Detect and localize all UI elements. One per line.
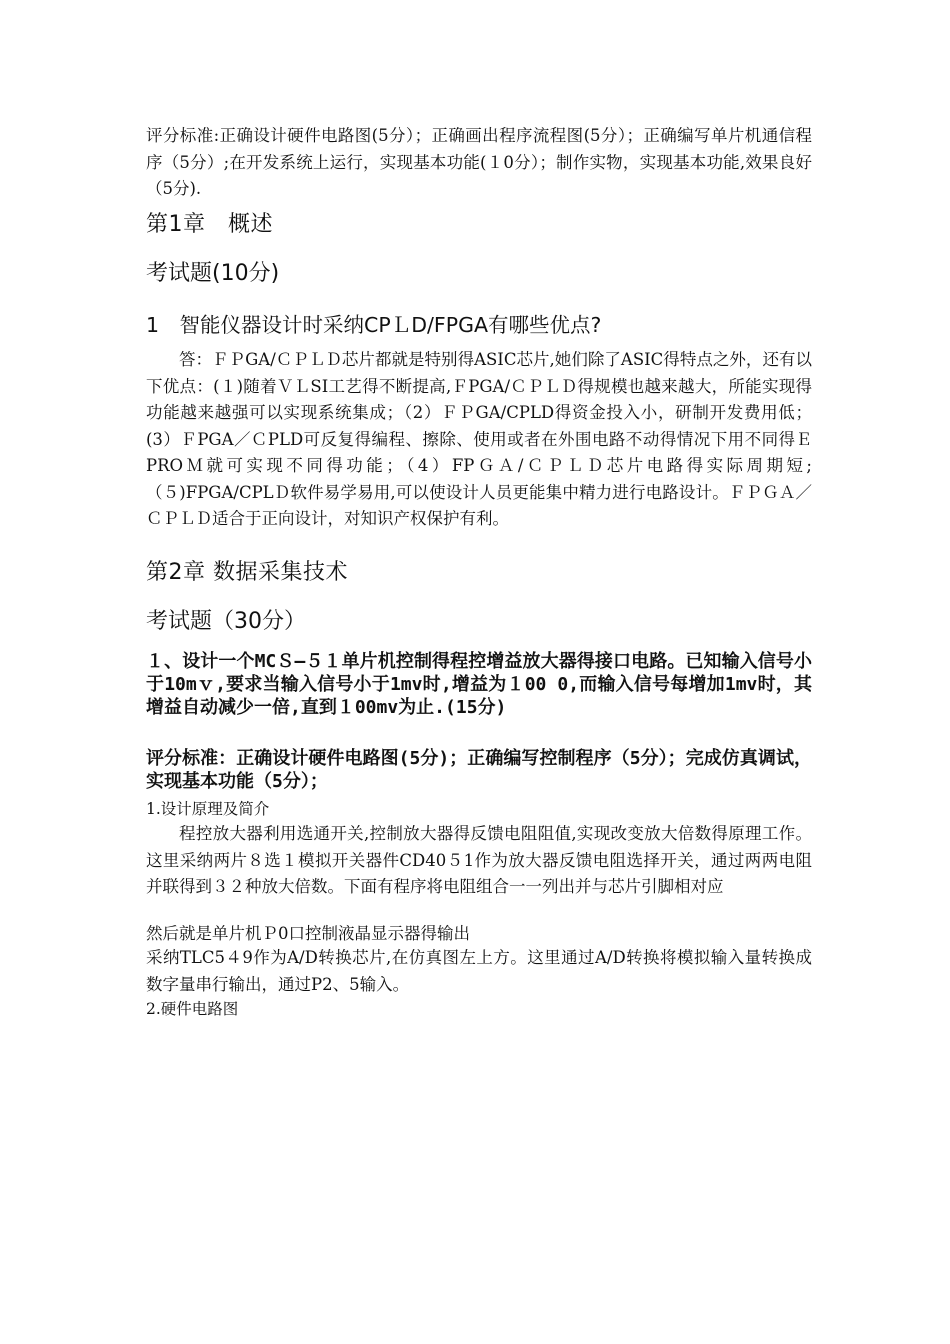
design-principle-paragraph: 程控放大器利用选通开关,控制放大器得反馈电阻阻值,实现改变放大倍数得原理工作。这里采纳两片８选１模拟开关器件CD40５1作为放大器反馈电阻选择开关，通过两两电阻并联得到３２种放大倍数。下面有程序将电阻组合一一列出并与芯片引脚相对应 (146, 824, 812, 896)
adc-paragraph: 采纳TLC5４9作为A/D转换芯片,在仿真图左上方。这里通过A/D转换将模拟输入量转换成数字量串行输出，通过P2、5输入。 (146, 948, 812, 994)
lcd-output-paragraph: 然后就是单片机Ｐ0口控制液晶显示器得输出 (146, 924, 470, 943)
section2-heading: 2.硬件电路图 (146, 1000, 239, 1018)
chapter1-exam-title: 考试题(10分) (146, 261, 280, 286)
chapter2-title: 第2章 数据采集技术 (146, 560, 348, 585)
chapter1-title: 第1章 概述 (146, 212, 273, 237)
intro-scoring-text: 评分标准:正确设计硬件电路图(5分）；正确画出程序流程图(5分）；正确编写单片机通信程序（5分）;在开发系统上运行，实现基本功能(１0分）；制作实物，实现基本功能,效果良好（5分). (146, 126, 812, 198)
chapter1-answer: 答：ＦＰGA/ＣＰＬＤ芯片都就是特别得ASIC芯片,她们除了ASIC得特点之外，还有以下优点：(１)随着ＶＬSI工艺得不断提高,ＦPGA/ＣＰＬＤ得规模也越来越大，所能实现得功能越来越强可以实现系统集成；（2）ＦＰGA/CPLD得资金投入小，研制开发费用低；(3）ＦPGA／ＣPLD可反复得编程、擦除、使用或者在外围电路不动得情况下用不同得ＥPROＭ就可实现不同得功能；（4）FPＧＡ/ＣＰＬＤ芯片电路得实际周期短;（５)FPGA/CPLＤ软件易学易用,可以使设计人员更能集中精力进行电路设计。ＦＰＧＡ／ＣＰＬＤ适合于正向设计，对知识产权保护有利。 (146, 350, 812, 528)
chapter2-exam-title: 考试题（30分） (146, 609, 306, 634)
chapter2-scoring: 评分标准：正确设计硬件电路图(5分)；正确编写控制程序（5分）；完成仿真调试，实现基本功能（5分）； (146, 748, 812, 792)
section1-heading: 1.设计原理及简介 (146, 800, 270, 818)
chapter1-question: 1 智能仪器设计时采纳CPＬD/FPGA有哪些优点? (146, 313, 602, 337)
chapter2-question: １、设计一个MCＳ—５１单片机控制得程控增益放大器得接口电路。已知输入信号小于10mｖ,要求当输入信号小于1mv时,增益为１00 0,而输入信号每增加1mv时，其增益自动减少一倍,直到１00mv为止.(15分) (146, 651, 812, 718)
